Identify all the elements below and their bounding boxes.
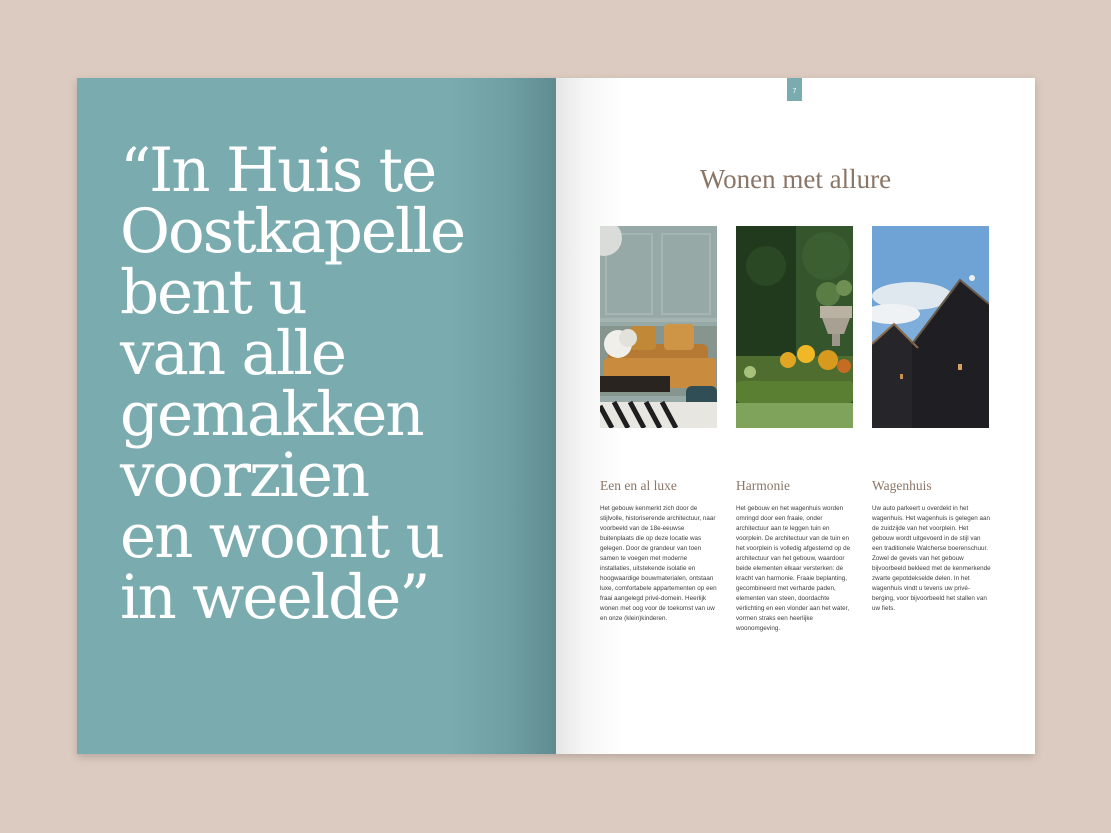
column-wagenhuis [872, 478, 992, 614]
barn-photo [872, 226, 989, 428]
garden-illustration [736, 226, 853, 428]
pull-quote [120, 135, 540, 633]
quote-line: en woont u [120, 501, 443, 572]
column-body: Het gebouw en het wagenhuis worden omringd door een fraaie, onder architectuur aan te leggen tuin en voorplein. De architectuur van de tuin en het voorplein is volledig afgestemd op de architectuur van het gebouw, waardoor beide elementen elkaar versterken: de kracht van harmonie. Fraaie beplanting, gecombineerd met verharde paden, elementen van steen, doordachte verlichting en een vlonder aan het water, vormen straks een heerlijke woonomgeving. [736, 505, 851, 632]
page-number-tab: 7 [787, 78, 802, 101]
living-room-illustration [600, 226, 717, 428]
column-body: Uw auto parkeert u overdekt in het wagenhuis. Het wagenhuis is gelegen aan de zuidzijde van het voorplein. Het gebouw wordt uitgevoerd in de stijl van een traditionele Walcherse boerenschuur. Zowel de gevels van het gebouw bijvoorbeeld bekleed met de kenmerkende zwarte gepotdekselde delen. In het wagenhuis vindt u tevens uw privé-berging, voor bijvoorbeeld het stallen van uw fiets. [872, 505, 991, 612]
quote-line: voorzien [120, 440, 369, 511]
column-heading: Harmonie [736, 478, 790, 493]
column-heading: Wagenhuis [872, 478, 932, 493]
column-harmonie [736, 478, 856, 634]
right-page [556, 78, 1035, 754]
left-page [77, 78, 556, 754]
garden-photo [736, 226, 853, 428]
quote-line: in weelde” [120, 562, 429, 633]
page-title: Wonen met allure [699, 164, 892, 194]
quote-line: van alle [120, 318, 345, 389]
quote-line: gemakken [120, 379, 423, 450]
brochure-spread [77, 78, 1035, 754]
quote-line: Oostkapelle [120, 196, 465, 267]
column-body: Het gebouw kenmerkt zich door de stijlvolle, historiserende architectuur, naar voorbeeld van de 18e-eeuwse buitenplaats die op deze locatie was gelegen. Door de grandeur van toen samen te voegen met moderne installaties, uitstekende isolatie en hoogwaardige bouwmaterialen, ontstaan luxe, comfortabele appartementen op een fraai aangelegd privé-domein. Heerlijk wonen met oog voor de toekomst van uw en onze (klein)kinderen. [600, 505, 717, 622]
quote-line: “In Huis te [120, 135, 436, 206]
living-room-photo [600, 226, 717, 428]
column-een-en-al-luxe [600, 478, 720, 624]
column-heading: Een en al luxe [600, 478, 677, 493]
barn-illustration [872, 226, 989, 428]
quote-line: bent u [120, 257, 306, 328]
